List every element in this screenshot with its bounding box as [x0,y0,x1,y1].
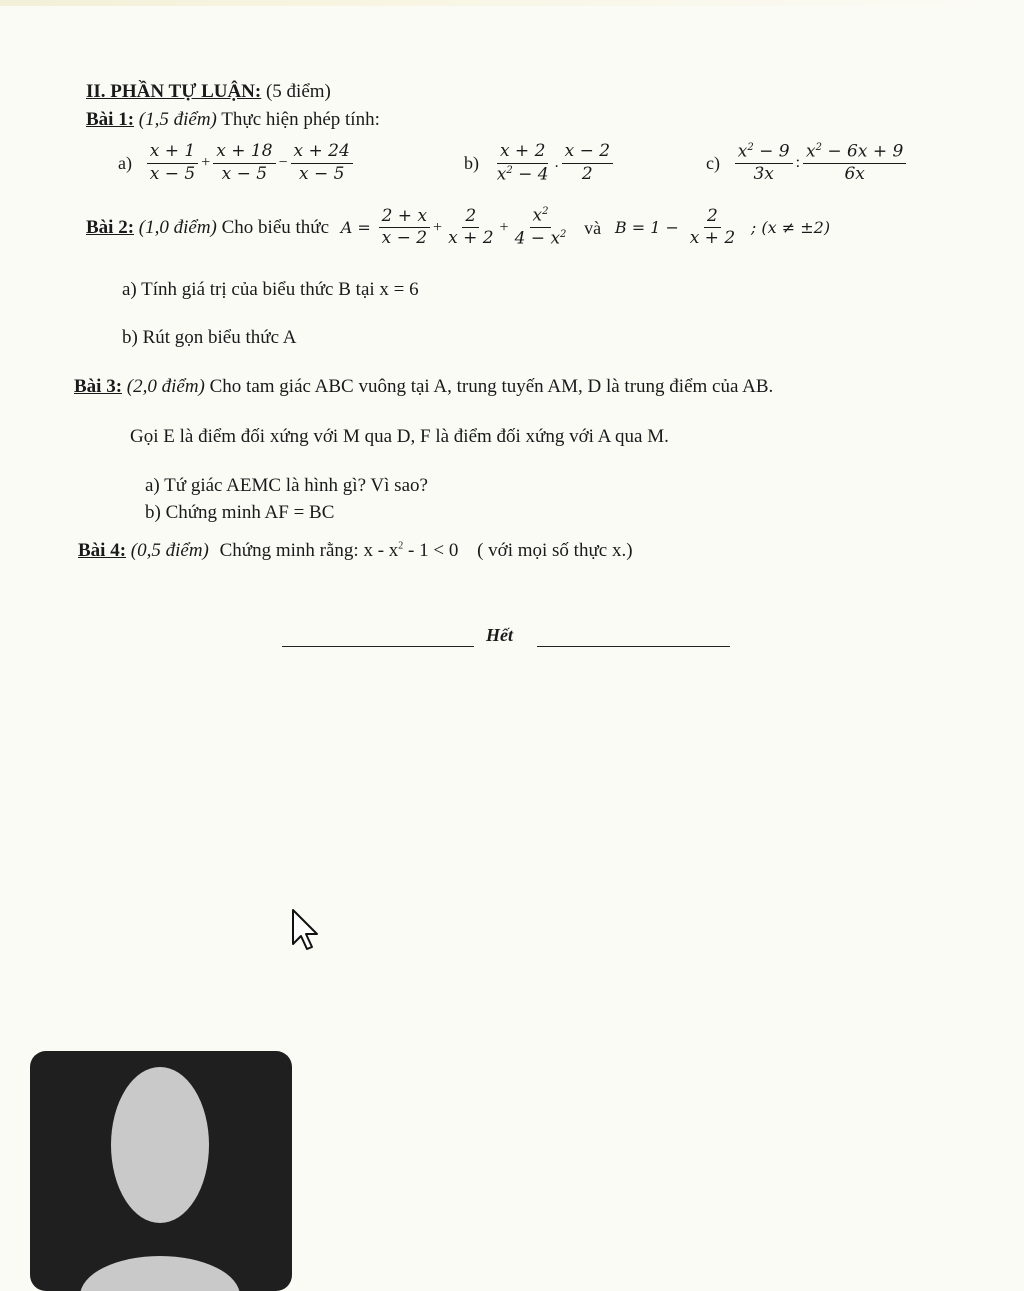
bai4-heading [78,541,633,560]
fraction: $\frac{x - 2}{2}$ [562,142,613,184]
bai4-label: Bài 4: [78,540,127,561]
bai3-heading [74,377,773,396]
mouse-pointer-icon [290,908,320,952]
bai3-a: a) Tứ giác AEMC là hình gì? Vì sao? [145,475,428,496]
bai1-text: Thực hiện phép tính: [221,109,380,130]
bai1-label: Bài 1: [86,109,135,130]
bai2-points: (1,0 điểm) [138,217,217,239]
bai2-label: Bài 2: [86,217,135,239]
bai2-heading: Bài 2: (1,0 điểm) Cho biểu thức A = $\frac{2 + x}{x - 2}$ + $\frac{2}{x + 2}$ + $\frac{x^2}{4 - x^2}$ và B = 1 − $\frac{2}{x + 2}$ ; (x ≠ ±2) [86,205,831,249]
bai3-text: Cho tam giác ABC vuông tại A, trung tuyến AM, D là trung điểm của AB. [209,376,774,397]
fraction: $\frac{2}{x + 2}$ [448,205,494,249]
bai3-line2: Gọi E là điểm đối xứng với M qua D, F là điểm đối xứng với A qua M. [130,426,669,447]
fraction: $\frac{x^2}{4 - x^2}$ [514,205,567,249]
bai2-condition: ; (x ≠ ±2) [750,217,831,237]
end-rule-right [537,646,730,647]
section-title: II. PHẦN TỰ LUẬN: [86,81,262,102]
bai1-c-label: c) [706,153,720,174]
bai4-note: ( với mọi số thực x.) [477,540,633,561]
end-text: Hết [486,625,513,645]
fraction: $\frac{x + 18}{x - 5}$ [213,142,275,184]
bai1-heading [86,110,380,129]
bai1-a-label: a) [118,153,132,174]
fraction: $\frac{x^2 - 6x + 9}{6x}$ [803,142,906,185]
section-points: (5 điểm) [265,81,331,102]
section-heading [86,82,331,101]
fraction: $\frac{x^2 - 9}{3x}$ [735,142,793,185]
fraction: $\frac{x + 2}{x^2 - 4}$ [496,141,549,185]
webcam-overlay[interactable] [30,1051,292,1291]
bai1-points: (1,5 điểm) [138,109,217,130]
fraction: $\frac{x + 24}{x - 5}$ [291,142,353,184]
fraction: $\frac{2 + x}{x - 2}$ [379,207,430,249]
fraction: $\frac{x + 1}{x - 5}$ [147,142,198,184]
bai1-b-label: b) [464,153,479,174]
avatar-head-icon [111,1067,209,1223]
bai4-points: (0,5 điểm) [130,540,209,561]
bai1-c-expression: c) $\frac{x^2 - 9}{3x}$ : $\frac{x^2 - 6x + 9}{6x}$ [706,142,908,185]
bai2-a: a) Tính giá trị của biểu thức B tại x = 6 [122,279,419,300]
bai3-label: Bài 3: [74,376,123,397]
avatar-body-icon [80,1256,240,1291]
top-edge-strip [0,0,1024,6]
bai2-text: Cho biểu thức [221,217,330,239]
bai1-b-expression: b) $\frac{x + 2}{x^2 - 4}$ . $\frac{x - 2}{2}$ [464,142,615,185]
fraction: $\frac{2}{x + 2}$ [689,205,736,249]
bai3-points: (2,0 điểm) [126,376,205,397]
bai2-b: b) Rút gọn biểu thức A [122,327,297,348]
end-rule-left [282,646,474,647]
bai4-inequality: Chứng minh rằng: $x - x^2 - 1 < 0$ [219,540,459,561]
bai1-a-expression: a) $\frac{x + 1}{x - 5}$ + $\frac{x + 18}{x - 5}$ − $\frac{x + 24}{x - 5}$ [118,142,355,184]
bai3-b: b) Chứng minh AF = BC [145,502,335,523]
